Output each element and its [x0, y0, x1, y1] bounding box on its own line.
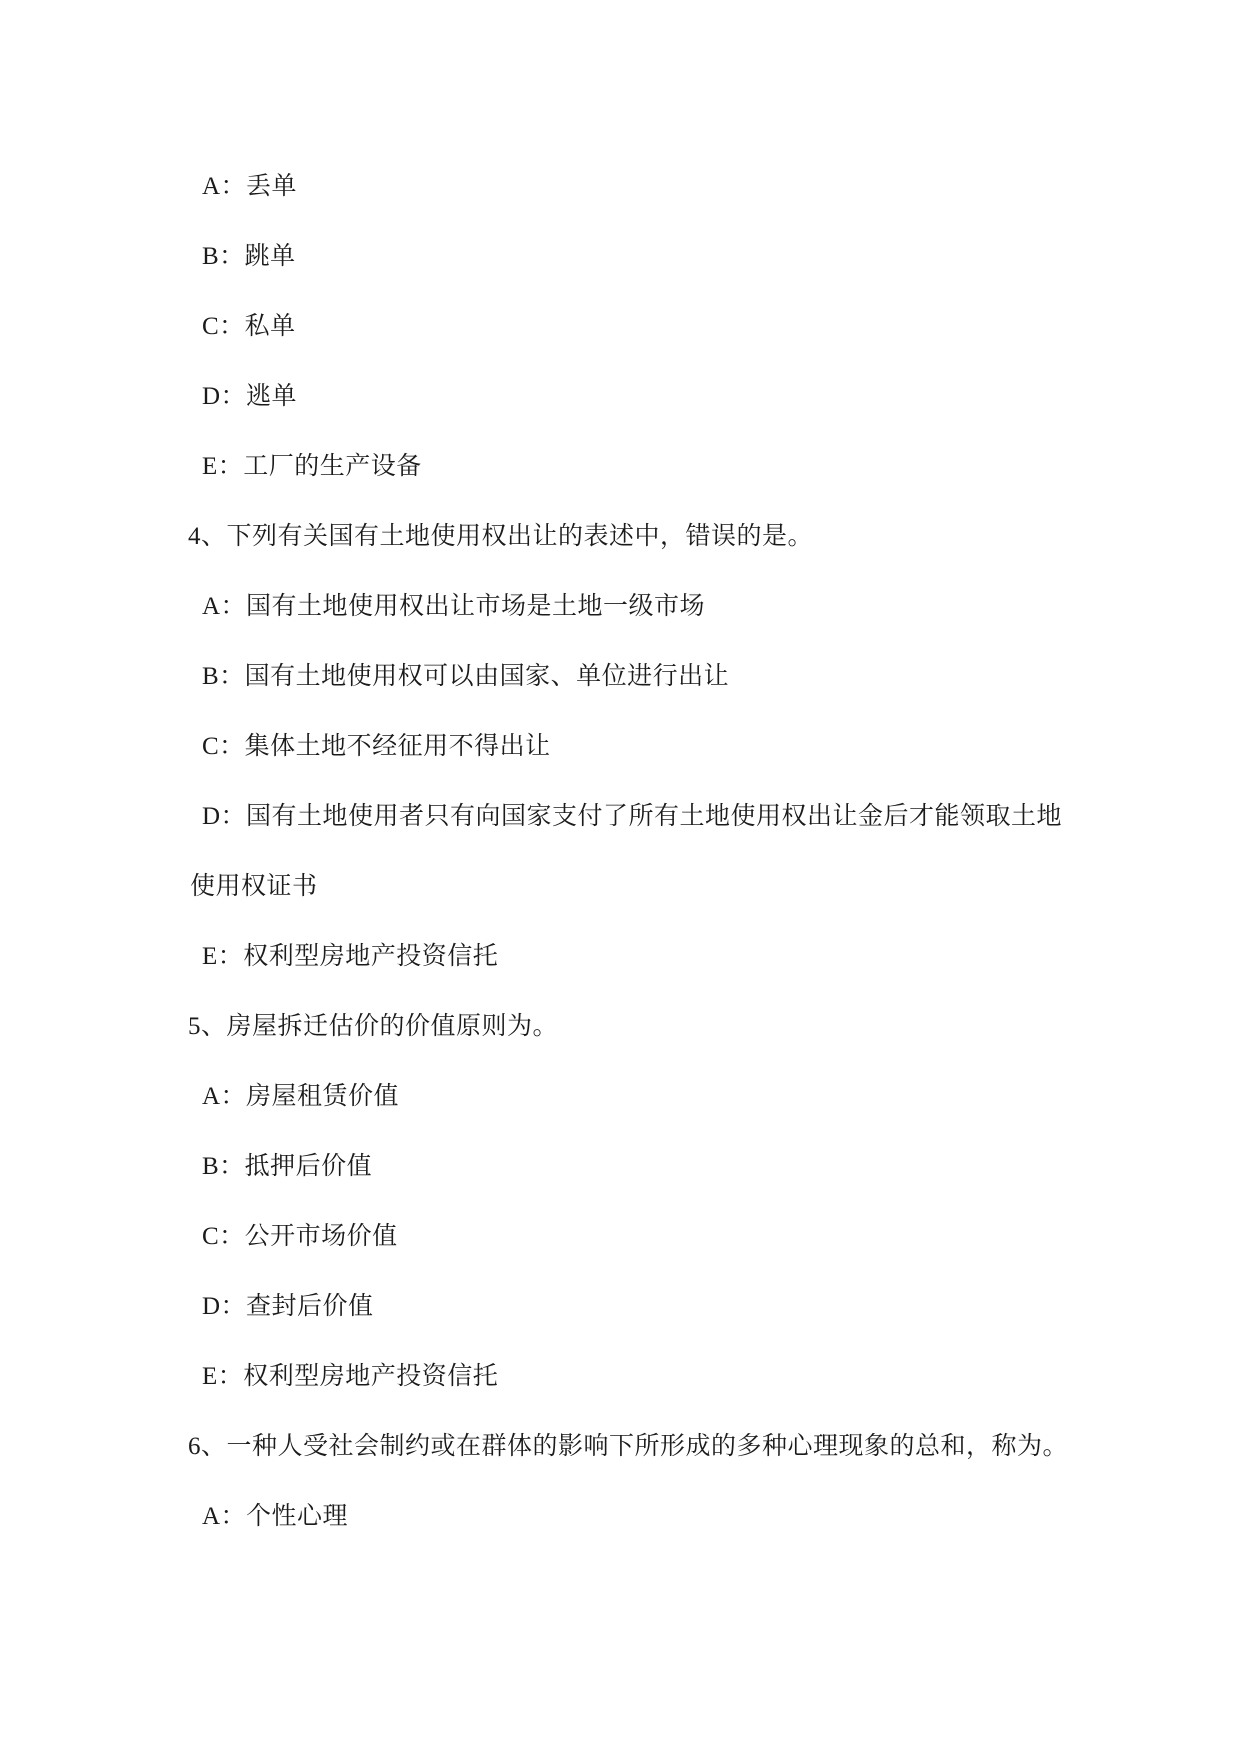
option-text-line: B：国有土地使用权可以由国家、单位进行出让 — [202, 663, 730, 690]
option-text-line: B：抵押后价值 — [202, 1153, 373, 1180]
option-text-line: C：私单 — [202, 313, 296, 340]
question-text-line: 6、一种人受社会制约或在群体的影响下所形成的多种心理现象的总和，称为。 — [188, 1433, 1069, 1460]
question-text-line: 5、房屋拆迁估价的价值原则为。 — [188, 1013, 559, 1040]
option-text-line: C：公开市场价值 — [202, 1223, 398, 1250]
question-text-line: 4、下列有关国有土地使用权出让的表述中，错误的是。 — [188, 523, 814, 550]
option-text-line: D：国有土地使用者只有向国家支付了所有土地使用权出让金后才能领取土地 — [202, 803, 1063, 830]
option-text-line: A：房屋租赁价值 — [202, 1083, 400, 1110]
option-text-line: E：权利型房地产投资信托 — [202, 1363, 499, 1390]
option-text-line: D：查封后价值 — [202, 1293, 374, 1320]
option-text-line: C：集体土地不经征用不得出让 — [202, 733, 551, 760]
option-text-line: A：个性心理 — [202, 1503, 349, 1530]
option-text-line: A：丢单 — [202, 173, 298, 200]
option-text-line: B：跳单 — [202, 243, 296, 270]
option-text-line: D：逃单 — [202, 383, 298, 410]
option-text-line: A：国有土地使用权出让市场是土地一级市场 — [202, 593, 706, 620]
option-text-line: E：工厂的生产设备 — [202, 453, 422, 480]
continuation-text-line: 使用权证书 — [190, 873, 318, 900]
option-text-line: E：权利型房地产投资信托 — [202, 943, 499, 970]
